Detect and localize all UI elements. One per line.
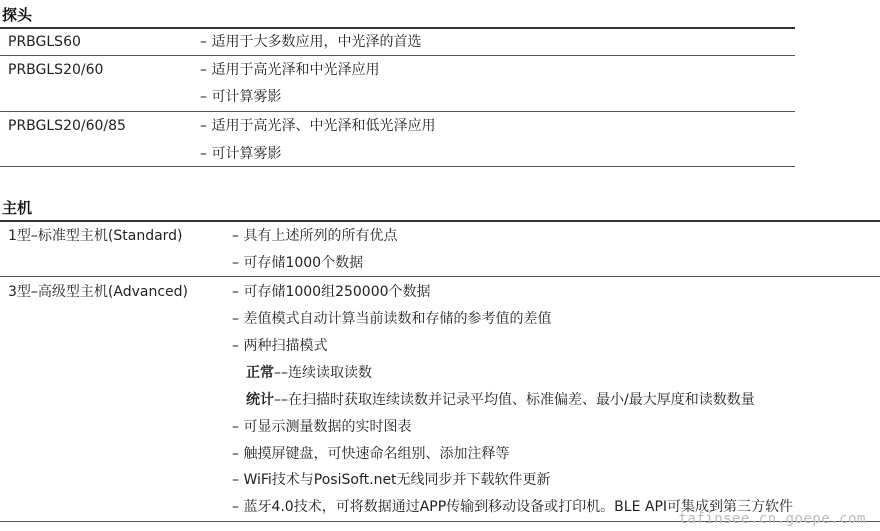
host-feature: – 两种扫描模式 — [232, 338, 328, 354]
probe-feature: – 可计算雾影 — [200, 89, 282, 105]
scan-mode-desc: ––连续读取读数 — [274, 365, 372, 381]
host-feature: – 触摸屏键盘，可快速命名组别、添加注释等 — [232, 446, 510, 462]
probe-feature: – 适用于大多数应用，中光泽的首选 — [200, 34, 422, 50]
scan-mode-desc: ––在扫描时获取连续读数并记录平均值、标准偏差、最小/最大厚度和读数数量 — [274, 392, 755, 408]
host-model-advanced: 3型–高级型主机(Advanced) — [8, 284, 188, 300]
probe-model-prbgls20-60-85: PRBGLS20/60/85 — [8, 118, 126, 134]
scan-mode-statistics — [246, 391, 755, 409]
probe-header-rule — [0, 27, 795, 29]
host-model-standard: 1型–标准型主机(Standard) — [8, 228, 183, 244]
host-feature: – 可存储1000个数据 — [232, 255, 364, 271]
host-feature: – 可存储1000组250000个数据 — [232, 284, 431, 300]
row-divider — [0, 276, 880, 277]
host-feature: – 具有上述所列的所有优点 — [232, 228, 398, 244]
scan-mode-label: 统计 — [246, 392, 274, 408]
scan-mode-normal — [246, 364, 372, 382]
probe-feature: – 适用于高光泽和中光泽应用 — [200, 62, 380, 78]
probe-model-prbgls60: PRBGLS60 — [8, 34, 81, 50]
host-feature: – WiFi技术与PosiSoft.net无线同步并下载软件更新 — [232, 472, 551, 488]
probe-feature: – 适用于高光泽、中光泽和低光泽应用 — [200, 118, 436, 134]
host-header-rule — [0, 220, 880, 222]
scan-mode-label: 正常 — [246, 365, 274, 381]
host-feature: – 可显示测量数据的实时图表 — [232, 419, 412, 435]
probe-bottom-rule — [0, 166, 795, 167]
host-feature: – 蓝牙4.0技术，可将数据通过APP传输到移动设备或打印机。BLE API可集成到第三方软件 — [232, 499, 794, 515]
host-feature: – 差值模式自动计算当前读数和存储的参考值的差值 — [232, 311, 552, 327]
probe-model-prbgls20-60: PRBGLS20/60 — [8, 62, 104, 78]
host-section-title: 主机 — [2, 199, 33, 217]
row-divider — [0, 55, 795, 56]
row-divider — [0, 111, 795, 112]
probe-feature: – 可计算雾影 — [200, 146, 282, 162]
watermark-text: tafinsee.cn.goepe.com — [678, 511, 866, 527]
probe-section-title: 探头 — [2, 6, 33, 24]
